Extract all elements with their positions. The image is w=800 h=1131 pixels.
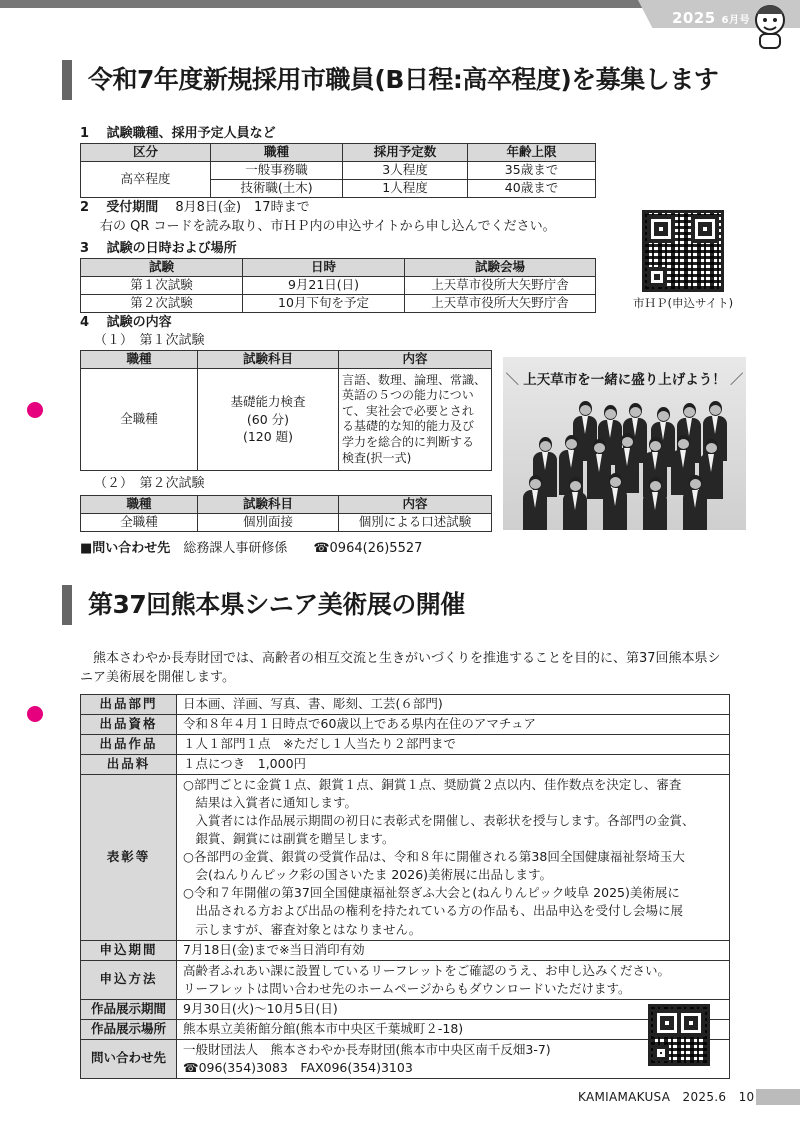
row-label: 問い合わせ先: [81, 1039, 177, 1078]
row-value-line: １人１部門１点 ※ただし１人当たり２部門まで: [183, 735, 456, 751]
row-value-line: ☎096(354)3083 FAX096(354)3103: [183, 1059, 413, 1075]
row-value-line: 結果は入賞者に通知します。: [183, 794, 358, 810]
sub2-heading: （２） 第２次試験: [94, 476, 205, 491]
table-schedule: 試験 日時 試験会場 第１次試験 9月21日(日) 上天草市役所大矢野庁舎 第２次試験 10月下旬を予定 上天草市役所大矢野庁舎: [80, 258, 596, 313]
row-value-line: リーフレットは問い合わせ先のホームページからもダウンロードいただけます。: [183, 980, 631, 996]
row-value-line: 一般財団法人 熊本さわやか長寿財団(熊本市中央区南千反畑3-7): [183, 1041, 551, 1057]
footer-bar: [756, 1089, 800, 1105]
row-label: 作品展示場所: [81, 1019, 177, 1039]
qr-caption: 市ＨＰ(申込サイト): [633, 296, 734, 310]
table-row: 第２次試験 10月下旬を予定 上天草市役所大矢野庁舎: [81, 294, 596, 312]
table-row: [81, 1019, 730, 1039]
table-row: 全職種 個別面接 個別による口述試験: [81, 513, 492, 531]
section2-heading: [62, 585, 465, 625]
contact-line: ■問い合わせ先 総務課人事研修係 ☎0964(26)5527: [80, 541, 423, 556]
row-value: [177, 774, 730, 940]
table-positions: 区分 職種 採用予定数 年齢上限 高卒程度 一般事務職 3人程度 35歳まで 技術職(土木) 1人程度 40歳まで: [80, 143, 596, 198]
row-value: [177, 960, 730, 999]
row-value: [177, 999, 730, 1019]
page-footer: KAMIAMAKUSA 2025.6 10: [578, 1090, 755, 1104]
table-row: 高卒程度 一般事務職 3人程度 35歳まで: [81, 161, 596, 179]
section1-title: 令和7年度新規採用市職員(B日程:高卒程度)を募集します: [88, 65, 719, 95]
table-row: [81, 1039, 730, 1078]
table-row: 技術職(土木) 1人程度 40歳まで: [81, 179, 596, 197]
row-value-line: 出品される方および出品の権利を持たれている方の作品も、出品申込を受付し会場に展: [183, 903, 684, 919]
table-row: [81, 940, 730, 960]
table-row: [81, 960, 730, 999]
row-label: 表彰等: [81, 774, 177, 940]
row-label: 出品資格: [81, 714, 177, 734]
row-value-line: ○部門ごとに金賞１点、銀賞１点、銅賞１点、奨励賞２点以内、佳作数点を決定し、審査: [183, 776, 682, 792]
section1-heading: [62, 60, 718, 100]
row-label: 出品部門: [81, 695, 177, 715]
row-value: [177, 1039, 730, 1078]
pink-dot-marker: [27, 706, 43, 722]
row-value-line: ○各部門の金賞、銀賞の受賞作品は、令和８年に開催される第38回全国健康福祉祭埼玉大: [183, 849, 685, 864]
row-value: [177, 734, 730, 754]
row-value-line: 日本画、洋画、写真、書、彫刻、工芸(６部門): [183, 696, 443, 711]
item2-note: 右の QR コードを読み取り、市ＨＰ内の申込サイトから申し込んでください。: [100, 219, 556, 234]
staff-group-photo: [503, 357, 746, 530]
table-row: 第１次試験 9月21日(日) 上天草市役所大矢野庁舎: [81, 276, 596, 294]
row-value-line: 示しますが、審査対象とはなりません。: [183, 921, 422, 937]
row-value-line: 令和８年４月１日時点で60歳以上である県内在住のアマチュア: [183, 715, 537, 731]
row-value: [177, 940, 730, 960]
row-value-line: ○令和７年開催の第37回全国健康福祉祭ぎふ大会と(ねんりんピック岐阜 2025)美術展に: [183, 885, 680, 901]
item2-line: 2 受付期間 8月8日(金) 17時まで: [80, 200, 310, 215]
row-value-line: １点につき 1,000円: [183, 755, 307, 771]
issue-label: 2025 6月号: [672, 9, 750, 27]
item1-heading: 1 試験職種、採用予定人員など: [80, 126, 276, 141]
row-value: [177, 1019, 730, 1039]
row-label: 申込方法: [81, 960, 177, 999]
row-value: [177, 714, 730, 734]
row-value-line: 高齢者ふれあい課に設置しているリーフレットをご確認のうえ、お申し込みください。: [183, 962, 671, 978]
row-value-line: 7月18日(金)まで※当日消印有効: [183, 941, 365, 957]
mascot-icon: [748, 2, 792, 50]
qr-code-apply[interactable]: [642, 210, 724, 292]
table-second-exam: 職種 試験科目 内容 全職種 個別面接 個別による口述試験: [80, 495, 492, 532]
row-value-line: 会(ねんりんピック彩の国さいたま 2026)美術展に出品します。: [183, 867, 553, 883]
table-row: [81, 734, 730, 754]
row-value: [177, 695, 730, 715]
row-label: 出品料: [81, 754, 177, 774]
section2-intro: 熊本さわやか長寿財団では、高齢者の相互交流と生きがいづくりを推進することを目的に、第37回熊本県シニア美術展を開催します。: [80, 651, 721, 685]
row-value-line: 銀賞、銅賞には副賞を贈呈します。: [183, 830, 395, 846]
table-row: [81, 714, 730, 734]
row-value-line: 9月30日(火)～10月5日(日): [183, 1000, 338, 1016]
qr-code-foundation[interactable]: [648, 1004, 710, 1066]
row-label: 作品展示期間: [81, 999, 177, 1019]
row-value-line: 入賞者には作品展示期間の初日に表彰式を開催し、表彰状を授与します。各部門の金賞、: [183, 812, 695, 828]
pink-dot-marker: [27, 402, 43, 418]
sub1-heading: （１） 第１次試験: [94, 333, 205, 348]
photo-banner: ＼ 上天草市を一緒に盛り上げよう！ ／: [505, 372, 744, 388]
item4-heading: 4 試験の内容: [80, 315, 172, 330]
row-value: [177, 754, 730, 774]
item3-heading: 3 試験の日時および場所: [80, 241, 237, 256]
row-label: 出品作品: [81, 734, 177, 754]
table-row: 全職種 基礎能力検査 (60 分) (120 題) 言語、数理、論理、常識、 英語の５つの能力につい て、実社会で必要とされ る基礎的な知的能力及び 学力を総合的に判断する 検査(択一式): [81, 368, 492, 470]
table-row: [81, 754, 730, 774]
table-art-exhibition: [80, 694, 730, 1079]
section2-title: 第37回熊本県シニア美術展の開催: [88, 590, 465, 620]
table-row: [81, 695, 730, 715]
row-value-line: 熊本県立美術館分館(熊本市中央区千葉城町２-18): [183, 1020, 464, 1036]
table-first-exam: 職種 試験科目 内容 全職種 基礎能力検査 (60 分) (120 題) 言語、数理、論理、常識、 英語の５つの能力につい て、実社会で必要とされ る基礎的な知的能力及び 学力を総合的に判断する 検査(択一式): [80, 350, 492, 471]
table-row: [81, 774, 730, 940]
table-row: [81, 999, 730, 1019]
row-label: 申込期間: [81, 940, 177, 960]
